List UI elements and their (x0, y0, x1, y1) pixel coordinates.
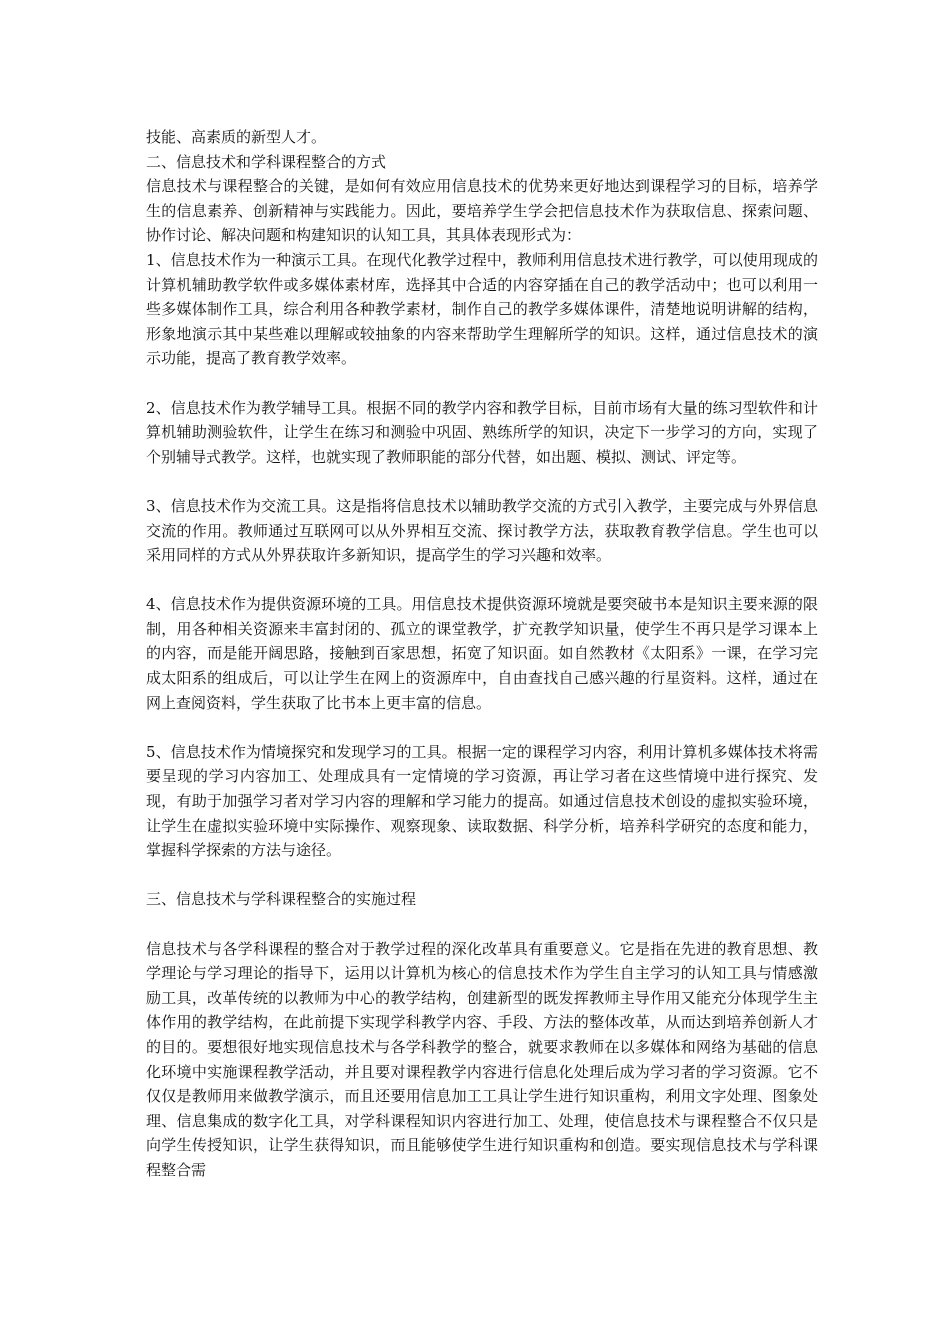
paragraph-intro-tail: 技能、高素质的新型人才。 (146, 128, 327, 146)
paragraph-spacer (146, 469, 818, 494)
paragraph-spacer (146, 912, 818, 937)
section-heading-2: 二、信息技术和学科课程整合的方式 (146, 152, 387, 171)
paragraph-item-1: 1、信息技术作为一种演示工具。在现代化教学过程中，教师利用信息技术进行教学，可以使用现成的计算机辅助教学软件或多媒体素材库，选择其中合适的内容穿插在自己的教学活动中；也可以利用一些多媒体制作工具，综合利用各种教学素材，制作自己的教学多媒体课件，清楚地说明讲解的结构，形象地演示其中某些难以理解或较抽象的内容来帮助学生理解所学的知识。这样，通过信息技术的演示功能，提高了教育教学效率。 (146, 250, 818, 368)
paragraph-item-3: 3、信息技术作为交流工具。这是指将信息技术以辅助教学交流的方式引入教学，主要完成与外界信息交流的作用。教师通过互联网可以从外界相互交流、探讨教学方法，获取教育教学信息。学生也可以采用同样的方式从外界获取许多新知识，提高学生的学习兴趣和效率。 (146, 496, 818, 565)
paragraph-item-2: 2、信息技术作为教学辅导工具。根据不同的教学内容和教学目标，目前市场有大量的练习型软件和计算机辅助测验软件，让学生在练习和测验中巩固、熟练所学的知识，决定下一步学习的方向，实现了个别辅导式教学。这样，也就实现了教师职能的部分代替，如出题、模拟、测试、评定等。 (146, 398, 818, 466)
paragraph-spacer (146, 863, 818, 888)
paragraph-key: 信息技术与课程整合的关键，是如何有效应用信息技术的优势来更好地达到课程学习的目标，培养学生的信息素养、创新精神与实践能力。因此，要培养学生学会把信息技术作为获取信息、探索问题、协作讨论、解决问题和构建知识的认知工具，其具体表现形式为： (146, 177, 818, 245)
paragraph-spacer (146, 568, 818, 593)
paragraph-spacer (146, 371, 818, 396)
paragraph-item-5: 5、信息技术作为情境探究和发现学习的工具。根据一定的课程学习内容，利用计算机多媒体技术将需要呈现的学习内容加工、处理成具有一定情境的学习资源，再让学习者在这些情境中进行探究、发现，有助于加强学习者对学习内容的理解和学习能力的提高。如通过信息技术创设的虚拟实验环境，让学生在虚拟实验环境中实际操作、观察现象、读取数据、科学分析，培养科学研究的态度和能力，掌握科学探索的方法与途径。 (146, 742, 818, 860)
paragraph-item-4: 4、信息技术作为提供资源环境的工具。用信息技术提供资源环境就是要突破书本是知识主要来源的限制，用各种相关资源来丰富封闭的、孤立的课堂教学，扩充教学知识量，使学生不再只是学习课本上的内容，而是能开阔思路，接触到百家思想，拓宽了知识面。如自然教材《太阳系》一课，在学习完成太阳系的组成后，可以让学生在网上的资源库中，自由查找自己感兴趣的行星资料。这样，通过在网上查阅资料，学生获取了比书本上更丰富的信息。 (146, 595, 818, 712)
section-heading-3: 三、信息技术与学科课程整合的实施过程 (146, 890, 417, 909)
paragraph-spacer (146, 715, 818, 740)
paragraph-implementation: 信息技术与各学科课程的整合对于教学过程的深化改革具有重要意义。它是指在先进的教育思想、教学理论与学习理论的指导下，运用以计算机为核心的信息技术作为学生自主学习的认知工具与情感激励工具，改革传统的以教师为中心的教学结构，创建新型的既发挥教师主导作用又能充分体现学生主体作用的教学结构，在此前提下实现学科教学内容、手段、方法的整体改革，从而达到培养创新人才的目的。要想很好地实现信息技术与各学科教学的整合，就要求教师在以多媒体和网络为基础的信息化环境中实施课程教学活动，并且要对课程教学内容进行信息化处理后成为学习者的学习资源。它不仅仅是教师用来做教学演示，而且还要用信息加工工具让学生进行知识重构，利用文字处理、图象处理、信息集成的数字化工具，对学科课程知识内容进行加工、处理，使信息技术与课程整合不仅只是向学生传授知识，让学生获得知识，而且能够使学生进行知识重构和创造。要实现信息技术与学科课程整合需 (146, 939, 818, 1179)
document-body (146, 125, 818, 1183)
